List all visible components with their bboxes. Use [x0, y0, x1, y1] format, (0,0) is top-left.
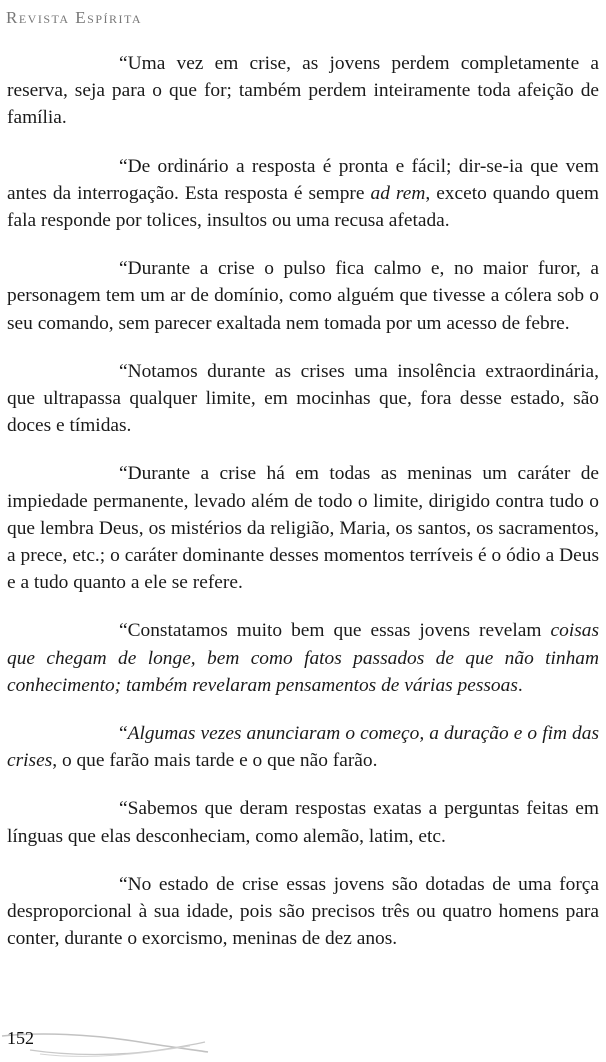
paragraph: [7, 358, 599, 440]
italic-text: Algumas vezes anunciaram o começo, a duração e o fim das crises: [7, 723, 599, 772]
paragraph: [7, 795, 599, 849]
paragraph: [7, 460, 599, 596]
text-segment: , exceto quando quem fala responde por tolices, insultos ou uma recusa afetada.: [7, 182, 599, 232]
text-segment: “Notamos durante as crises uma insolência extraordinária, que ultrapassa qualquer limite, em mocinhas que, fora desse estado, são doces e tímidas.: [7, 360, 599, 437]
paragraph: [7, 50, 599, 132]
text-segment: “No estado de crise essas jovens são dotadas de uma força desproporcional à sua idade, pois são precisos três ou quatro homens para conter, durante o exorcismo, meninas de dez anos.: [7, 873, 599, 950]
text-segment: “De ordinário a resposta é pronta e fácil; dir-se-ia que vem antes da interrogação. Esta resposta é sempre: [7, 155, 599, 204]
italic-text: ad rem: [370, 182, 426, 204]
text-segment: “Durante a crise o pulso fica calmo e, no maior furor, a personagem tem um ar de domínio, como alguém que tivesse a cólera sob o seu comando, sem parecer exaltada nem tomada por um acesso de febre.: [7, 258, 599, 334]
paragraph: [7, 871, 599, 953]
text-segment: .: [517, 674, 523, 696]
page-number: 152: [7, 1028, 34, 1048]
running-head-title: Revista Espírita: [6, 8, 143, 27]
paragraph: [7, 255, 599, 337]
paragraph: [7, 617, 599, 699]
text-segment: , o que farão mais tarde e o que não farão.: [52, 750, 378, 772]
body-text: [7, 50, 599, 952]
text-segment: “Constatamos muito bem que essas jovens revelam: [119, 620, 551, 642]
italic-text: coisas que chegam de longe, bem como fatos passados de que não tinham conhecimento; também revelaram pensamentos de várias pessoas: [7, 620, 599, 696]
paragraph: [7, 153, 599, 235]
text-segment: “Sabemos que deram respostas exatas a perguntas feitas em línguas que elas desconheciam, como alemão, latim, etc.: [7, 798, 599, 847]
text-segment: “: [119, 723, 128, 745]
text-segment: “Uma vez em crise, as jovens perdem completamente a reserva, seja para o que for; também perdem inteiramente toda afeição de família.: [7, 53, 599, 129]
paragraph: [7, 720, 599, 774]
text-segment: “Durante a crise há em todas as meninas um caráter de impiedade permanente, levado além de todo o limite, dirigido contra tudo o que lembra Deus, os mistérios da religião, Maria, os santos, os sacramentos, a prece, etc.; o caráter dominante desses momentos terríveis é o ódio a Deus e a tudo quanto a ele se refere.: [7, 463, 599, 594]
